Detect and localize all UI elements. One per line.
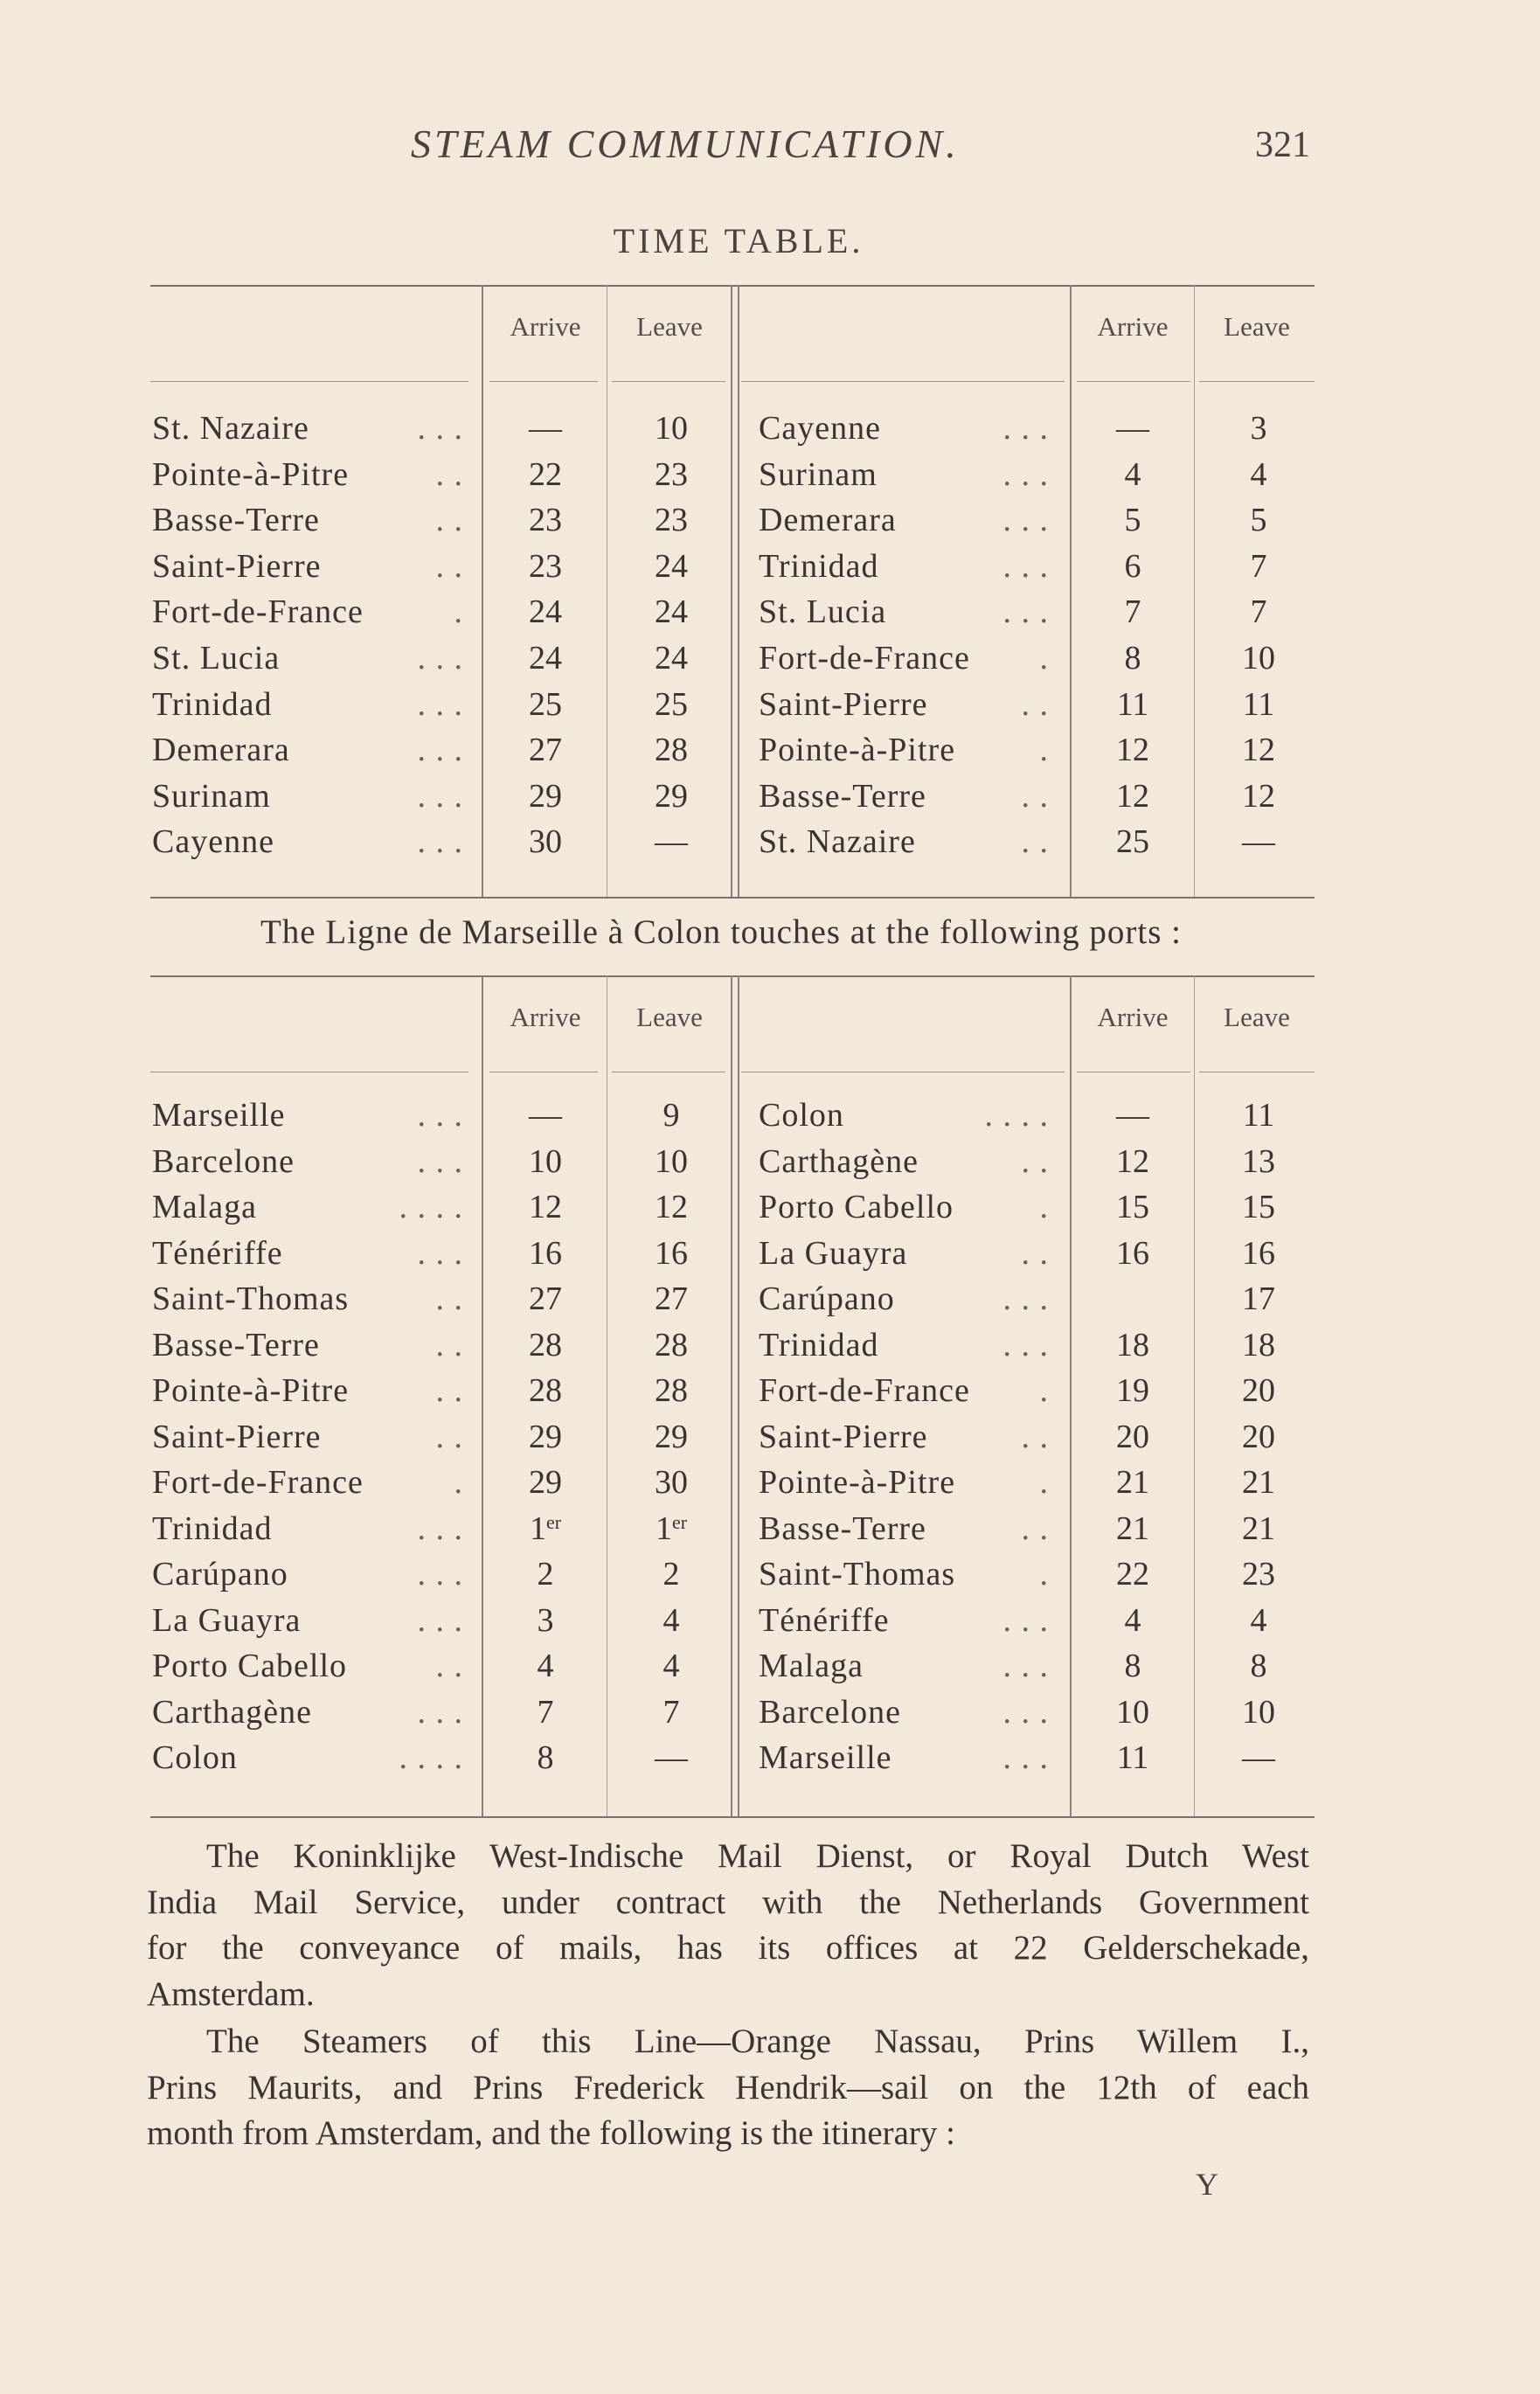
- port-name: Pointe-à-Pitre: [759, 732, 956, 769]
- leader-dots: . . .: [1002, 1326, 1049, 1364]
- port-name: Barcelone: [759, 1693, 902, 1731]
- leave-day: 28: [655, 1372, 688, 1409]
- col-header-arrive: Arrive: [510, 311, 581, 342]
- arrive-day: 18: [1116, 1326, 1149, 1364]
- leader-dots: . . .: [1002, 502, 1049, 539]
- column-rule: [738, 975, 739, 1816]
- leader-dots: .: [1039, 1556, 1049, 1593]
- arrive-day: 6: [1124, 547, 1141, 585]
- port-name: La Guayra: [759, 1234, 908, 1272]
- column-rule: [1194, 975, 1195, 1816]
- leave-day: 23: [655, 455, 688, 493]
- arrive-day: 7: [537, 1693, 554, 1731]
- paragraph-line: The Steamers of this Line—Orange Nassau, Prins Willem I.,: [206, 2023, 1309, 2060]
- header-rule: [1077, 381, 1190, 382]
- arrive-day: 16: [529, 1234, 562, 1272]
- arrive-day: 22: [529, 455, 562, 493]
- header-rule: [741, 381, 1065, 382]
- leave-day: 3: [1250, 410, 1267, 447]
- port-name: Basse-Terre: [759, 777, 926, 815]
- arrive-day: 12: [1116, 777, 1149, 815]
- leave-day: 18: [1242, 1326, 1275, 1364]
- leader-dots: . . .: [417, 410, 463, 447]
- arrive-day: 27: [529, 1280, 562, 1317]
- arrive-day: 8: [1124, 1648, 1141, 1684]
- arrive-day: 4: [1124, 1601, 1141, 1639]
- running-header: STEAM COMMUNICATION.: [411, 121, 960, 166]
- leader-dots: . .: [1021, 777, 1049, 815]
- col-header-leave: Leave: [1224, 311, 1290, 342]
- col-header-leave: Leave: [636, 1002, 703, 1032]
- arrive-day: 24: [529, 640, 562, 677]
- arrive-day: 2: [537, 1556, 554, 1593]
- port-name: Carúpano: [152, 1556, 288, 1593]
- port-name: St. Nazaire: [759, 823, 916, 861]
- leave-day: 4: [662, 1601, 680, 1639]
- port-name: Carthagène: [152, 1693, 313, 1731]
- port-name: Marseille: [152, 1097, 286, 1134]
- leave-day: 12: [1242, 732, 1275, 769]
- leader-dots: .: [1039, 640, 1049, 677]
- arrive-day: 28: [529, 1372, 562, 1409]
- leave-day: 4: [662, 1648, 680, 1684]
- table-top-rule: [150, 975, 1315, 977]
- leader-dots: . . .: [1002, 547, 1049, 585]
- leader-dots: .: [454, 1464, 463, 1501]
- leave-day: 20: [1242, 1372, 1275, 1409]
- port-name: Pointe-à-Pitre: [759, 1464, 956, 1501]
- leader-dots: . .: [435, 1326, 463, 1364]
- column-rule: [1194, 285, 1195, 897]
- col-header-leave: Leave: [1224, 1002, 1290, 1032]
- leader-dots: . . .: [417, 1142, 463, 1180]
- arrive-day: 12: [1116, 1142, 1149, 1180]
- arrive-day: 11: [1116, 1739, 1149, 1776]
- leader-dots: . . . .: [984, 1097, 1049, 1134]
- marseille-line-caption: The Ligne de Marseille à Colon touches at the following ports :: [260, 913, 1182, 951]
- port-name: Pointe-à-Pitre: [152, 455, 350, 493]
- port-name: Trinidad: [759, 547, 879, 585]
- leave-day: 10: [655, 410, 688, 447]
- leave-day: 10: [1242, 1693, 1275, 1731]
- arrive-day: 28: [529, 1326, 562, 1364]
- signature-mark: Y: [1196, 2167, 1218, 2202]
- paragraph-line: Prins Maurits, and Prins Frederick Hendrik—sail on the 12th of each: [147, 2068, 1309, 2106]
- leader-dots: . .: [435, 502, 463, 539]
- leave-day: 24: [655, 640, 688, 677]
- leader-dots: .: [1039, 1189, 1049, 1225]
- arrive-day: 10: [529, 1142, 562, 1180]
- arrive-day: 25: [1116, 823, 1149, 861]
- port-name: Saint-Pierre: [152, 547, 322, 585]
- paragraph-line: for the conveyance of mails, has its offices at 22 Gelderschekade,: [147, 1929, 1309, 1967]
- leave-day: 24: [655, 547, 688, 585]
- port-name: Basse-Terre: [152, 502, 320, 539]
- leave-day: 13: [1242, 1142, 1275, 1180]
- leave-day: 30: [655, 1464, 688, 1501]
- arrive-day: 12: [1116, 732, 1149, 769]
- column-rule: [482, 975, 483, 1816]
- leader-dots: . . .: [1002, 1280, 1049, 1317]
- leader-dots: . . .: [1002, 1693, 1049, 1731]
- leave-day: 7: [1250, 593, 1267, 631]
- arrive-day: 8: [537, 1739, 554, 1776]
- port-name: Trinidad: [152, 685, 273, 723]
- leave-day: —: [1242, 1739, 1275, 1776]
- leave-day: —: [655, 823, 688, 861]
- port-name: Basse-Terre: [152, 1326, 320, 1364]
- port-name: Carúpano: [759, 1280, 895, 1317]
- port-name: Colon: [759, 1097, 844, 1134]
- leader-dots: . .: [1021, 1509, 1049, 1547]
- port-name: Demerara: [152, 732, 290, 769]
- arrive-day: 29: [529, 1464, 562, 1501]
- header-rule: [1199, 381, 1315, 382]
- leave-day: 1er: [655, 1509, 688, 1547]
- column-rule: [738, 285, 739, 897]
- leave-day: 24: [655, 593, 688, 631]
- col-header-arrive: Arrive: [1097, 311, 1169, 342]
- col-header-arrive: Arrive: [1097, 1002, 1169, 1032]
- leader-dots: . . . .: [399, 1739, 463, 1776]
- leave-day: 2: [662, 1556, 680, 1593]
- arrive-day: 4: [537, 1648, 554, 1684]
- arrive-day: 21: [1116, 1464, 1149, 1501]
- leave-day: 16: [1242, 1234, 1275, 1272]
- leave-day: 25: [655, 685, 688, 723]
- port-name: Malaga: [152, 1189, 257, 1225]
- leader-dots: . . .: [417, 685, 463, 723]
- arrive-day: 11: [1116, 685, 1149, 723]
- leader-dots: . .: [1021, 1418, 1049, 1455]
- port-name: Barcelone: [152, 1142, 295, 1180]
- leader-dots: . .: [435, 1648, 463, 1684]
- port-name: Cayenne: [759, 410, 881, 447]
- arrive-day: 5: [1124, 502, 1141, 539]
- paragraph-line: month from Amsterdam, and the following is the itinerary :: [147, 2114, 955, 2152]
- leave-day: 29: [655, 777, 688, 815]
- arrive-day: —: [529, 410, 562, 447]
- port-name: Carthagène: [759, 1142, 919, 1180]
- paragraph-dutch-mail: [147, 1834, 1309, 2017]
- column-rule: [482, 285, 483, 897]
- leader-dots: .: [454, 593, 463, 631]
- port-name: St. Lucia: [152, 640, 281, 677]
- col-header-leave: Leave: [636, 311, 703, 342]
- leave-day: —: [655, 1739, 688, 1776]
- leave-day: 11: [1242, 685, 1275, 723]
- arrive-day: 22: [1116, 1556, 1149, 1593]
- leave-day: 12: [655, 1189, 688, 1225]
- arrive-day: —: [1116, 1097, 1149, 1134]
- leave-day: 23: [1242, 1556, 1275, 1593]
- leader-dots: . . .: [1002, 1739, 1049, 1776]
- leader-dots: . .: [1021, 685, 1049, 723]
- port-name: Trinidad: [759, 1326, 879, 1364]
- arrive-day: 24: [529, 593, 562, 631]
- leave-day: 17: [1242, 1280, 1275, 1317]
- port-name: Fort-de-France: [759, 1372, 970, 1409]
- leader-dots: . .: [1021, 823, 1049, 861]
- leave-day: 4: [1250, 1601, 1267, 1639]
- arrive-day: 10: [1116, 1693, 1149, 1731]
- paragraph-line: India Mail Service, under contract with the Netherlands Government: [147, 1883, 1309, 1921]
- table-top-rule: [150, 285, 1315, 287]
- arrive-day: 19: [1116, 1372, 1149, 1409]
- port-name: Pointe-à-Pitre: [152, 1372, 350, 1409]
- port-name: Fort-de-France: [759, 640, 970, 677]
- port-name: Saint-Thomas: [152, 1280, 350, 1317]
- leave-day: 15: [1242, 1189, 1275, 1225]
- leave-day: 11: [1242, 1097, 1275, 1134]
- leave-day: 5: [1250, 502, 1267, 539]
- leave-day: 10: [655, 1142, 688, 1180]
- paragraph-line: Amsterdam.: [147, 1974, 315, 2013]
- leave-day: 28: [655, 1326, 688, 1364]
- leader-dots: . . .: [1002, 410, 1049, 447]
- leader-dots: . .: [435, 455, 463, 493]
- leader-dots: . . .: [417, 1097, 463, 1134]
- leave-day: 29: [655, 1418, 688, 1455]
- time-table-title: TIME TABLE.: [613, 221, 864, 260]
- port-name: Trinidad: [152, 1509, 273, 1547]
- arrive-day: 15: [1116, 1189, 1149, 1225]
- leave-day: 27: [655, 1280, 688, 1317]
- leader-dots: . . .: [417, 1509, 463, 1547]
- port-name: Saint-Pierre: [759, 1418, 928, 1455]
- arrive-day: —: [529, 1097, 562, 1134]
- header-rule: [612, 381, 725, 382]
- leader-dots: . . .: [417, 1234, 463, 1272]
- port-name: La Guayra: [152, 1601, 302, 1639]
- leave-day: 16: [655, 1234, 688, 1272]
- table-bottom-rule: [150, 1816, 1315, 1818]
- port-name: Saint-Thomas: [759, 1556, 956, 1593]
- leader-dots: . . .: [417, 823, 463, 861]
- leader-dots: . . .: [1002, 455, 1049, 493]
- port-name: Ténériffe: [152, 1234, 283, 1272]
- leave-day: 28: [655, 732, 688, 769]
- leave-day: 21: [1242, 1509, 1275, 1547]
- leader-dots: .: [1039, 1372, 1049, 1409]
- port-name: St. Lucia: [759, 593, 887, 631]
- paragraph-steamers: [147, 2019, 1309, 2157]
- port-name: Demerara: [759, 502, 897, 539]
- leave-day: 4: [1250, 455, 1267, 493]
- port-name: St. Nazaire: [152, 410, 309, 447]
- leader-dots: . . .: [417, 777, 463, 815]
- leader-dots: . .: [435, 1418, 463, 1455]
- arrive-day: 20: [1116, 1418, 1149, 1455]
- ordinal-suffix: er: [671, 1510, 688, 1533]
- ordinal-suffix: er: [545, 1510, 562, 1533]
- leader-dots: . .: [435, 1372, 463, 1409]
- leader-dots: . . .: [417, 1601, 463, 1639]
- port-name: Porto Cabello: [759, 1189, 954, 1225]
- page-number: 321: [1255, 125, 1310, 165]
- arrive-day: 23: [529, 547, 562, 585]
- leave-day: 21: [1242, 1464, 1275, 1501]
- port-name: Basse-Terre: [759, 1509, 926, 1547]
- arrive-day: 27: [529, 732, 562, 769]
- leader-dots: . .: [435, 1280, 463, 1317]
- leader-dots: .: [1039, 732, 1049, 769]
- leave-day: 23: [655, 502, 688, 539]
- paragraph-line: The Koninklijke West-Indische Mail Dienst, or Royal Dutch West: [206, 1837, 1309, 1875]
- port-name: Fort-de-France: [152, 1464, 364, 1501]
- leave-day: 7: [1250, 547, 1267, 585]
- leader-dots: . . .: [417, 732, 463, 769]
- port-name: Saint-Pierre: [152, 1418, 322, 1455]
- leader-dots: . . .: [1002, 1601, 1049, 1639]
- arrive-day: 29: [529, 777, 562, 815]
- leader-dots: .: [1039, 1464, 1049, 1501]
- leader-dots: . . .: [1002, 593, 1049, 631]
- port-name: Porto Cabello: [152, 1648, 348, 1684]
- port-name: Saint-Pierre: [759, 685, 928, 723]
- arrive-day: 7: [1124, 593, 1141, 631]
- arrive-day: 3: [537, 1601, 554, 1639]
- leave-day: 7: [662, 1693, 680, 1731]
- leave-day: 8: [1250, 1648, 1267, 1684]
- leave-day: —: [1242, 823, 1275, 861]
- arrive-day: 8: [1124, 640, 1141, 677]
- header-rule: [489, 381, 598, 382]
- arrive-day: 30: [529, 823, 562, 861]
- leave-day: 9: [662, 1097, 680, 1134]
- arrive-day: 25: [529, 685, 562, 723]
- leader-dots: . . .: [417, 640, 463, 677]
- port-name: Malaga: [759, 1648, 864, 1684]
- port-name: Ténériffe: [759, 1601, 890, 1639]
- leave-day: 20: [1242, 1418, 1275, 1455]
- port-name: Surinam: [759, 455, 878, 493]
- header-rule: [150, 381, 468, 382]
- arrive-day: 29: [529, 1418, 562, 1455]
- arrive-day: 1er: [529, 1509, 562, 1547]
- arrive-day: 21: [1116, 1509, 1149, 1547]
- leader-dots: . .: [435, 547, 463, 585]
- arrive-day: 4: [1124, 455, 1141, 493]
- port-name: Colon: [152, 1739, 238, 1776]
- port-name: Cayenne: [152, 823, 274, 861]
- arrive-day: 12: [529, 1189, 562, 1225]
- leader-dots: . . .: [417, 1693, 463, 1731]
- port-name: Fort-de-France: [152, 593, 364, 631]
- arrive-day: 16: [1116, 1234, 1149, 1272]
- col-header-arrive: Arrive: [510, 1002, 581, 1032]
- leader-dots: . .: [1021, 1234, 1049, 1272]
- leader-dots: . . .: [417, 1556, 463, 1593]
- port-name: Marseille: [759, 1739, 892, 1776]
- leader-dots: . . .: [1002, 1648, 1049, 1684]
- leave-day: 12: [1242, 777, 1275, 815]
- port-name: Surinam: [152, 777, 271, 815]
- arrive-day: —: [1116, 410, 1149, 447]
- leader-dots: . .: [1021, 1142, 1049, 1180]
- leader-dots: . . . .: [399, 1189, 463, 1225]
- leave-day: 10: [1242, 640, 1275, 677]
- arrive-day: 23: [529, 502, 562, 539]
- table-bottom-rule: [150, 897, 1315, 899]
